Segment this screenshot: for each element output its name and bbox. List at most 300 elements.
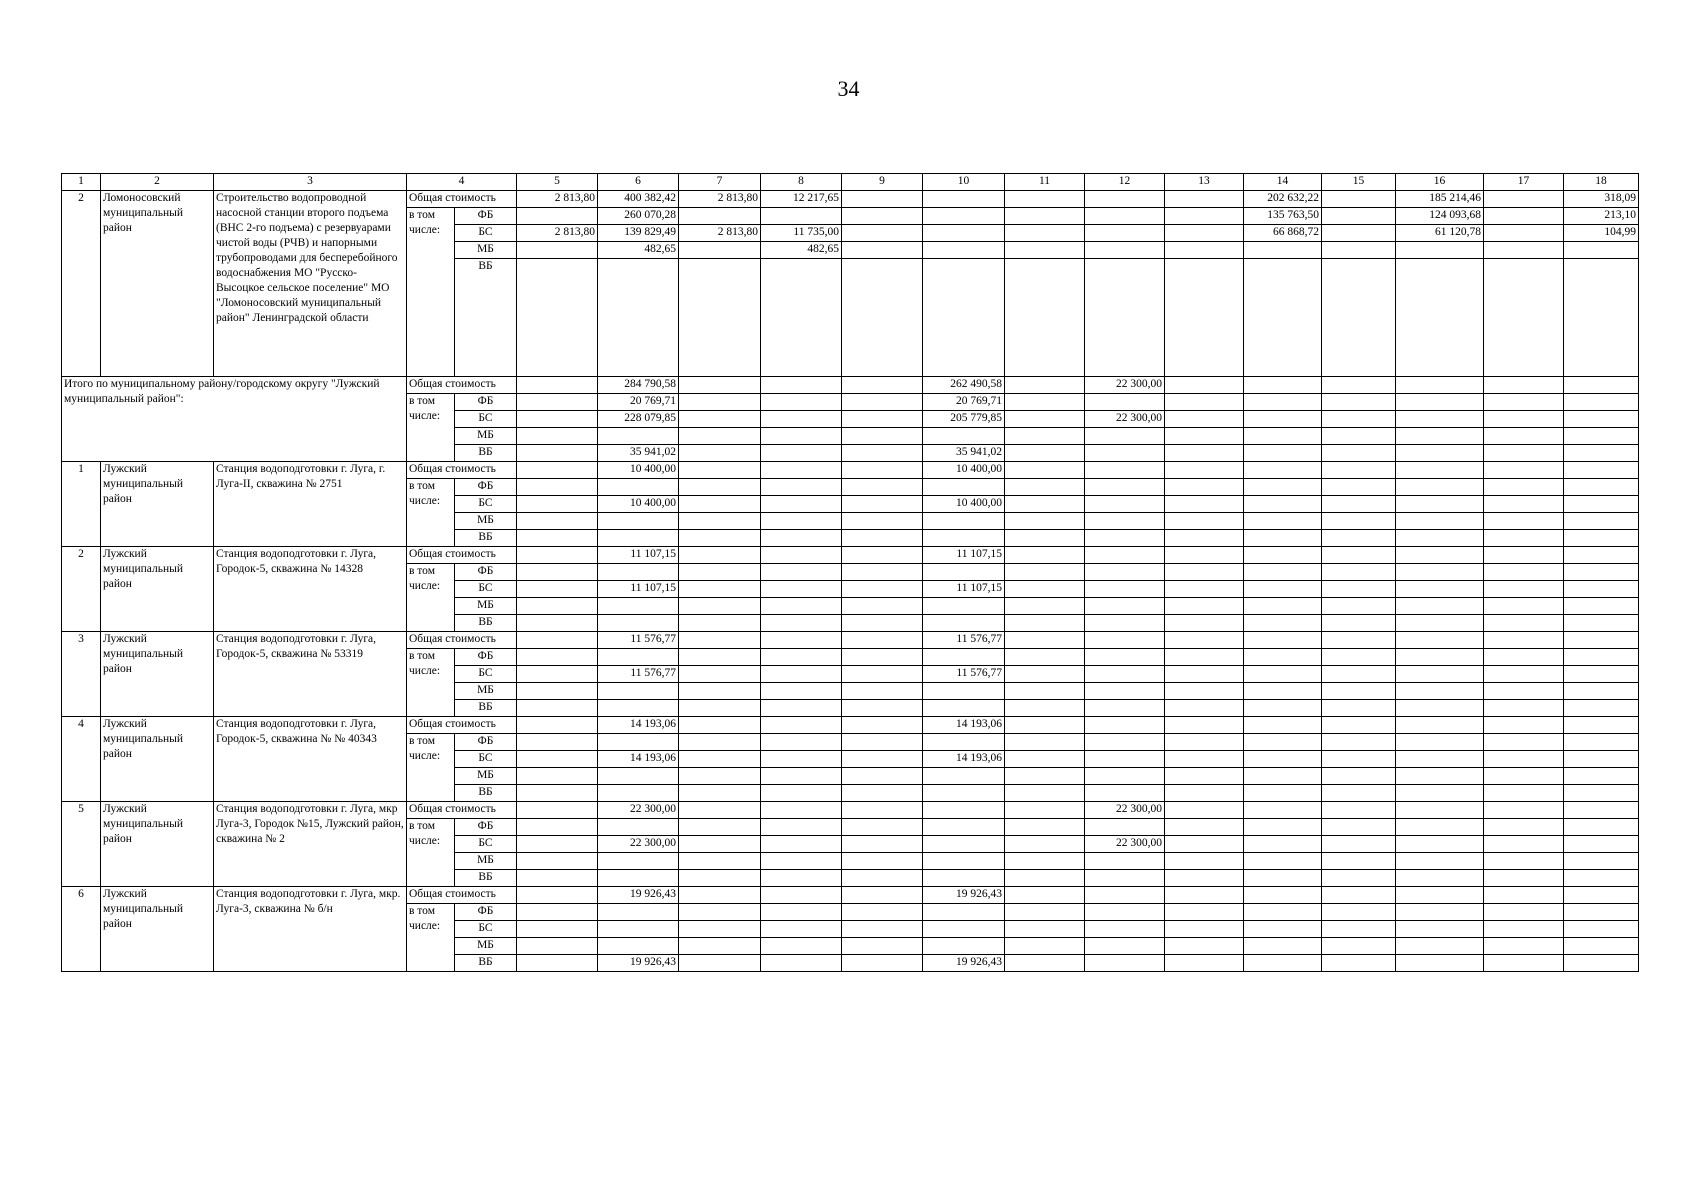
value-cell-c6 — [598, 564, 679, 581]
value-cell-c9 — [842, 734, 923, 751]
value-cell-c9 — [842, 870, 923, 887]
value-cell-c17 — [1484, 836, 1564, 853]
value-cell-c15 — [1322, 649, 1396, 666]
value-cell-c5 — [517, 530, 598, 547]
value-cell-c18 — [1564, 242, 1639, 259]
table-row — [62, 632, 1639, 649]
value-cell-c15 — [1322, 666, 1396, 683]
value-cell-c8 — [761, 445, 842, 462]
table-row — [62, 377, 1639, 394]
value-cell-c14 — [1244, 802, 1322, 819]
value-cell-c6 — [598, 870, 679, 887]
value-cell-c16 — [1396, 445, 1484, 462]
value-cell-c18 — [1564, 564, 1639, 581]
value-cell-c10: 19 926,43 — [923, 955, 1005, 972]
source-label-bs: БС — [455, 581, 517, 598]
value-cell-c6: 11 576,77 — [598, 666, 679, 683]
value-cell-c7 — [679, 938, 761, 955]
row-index: 1 — [62, 462, 101, 547]
value-cell-c15 — [1322, 598, 1396, 615]
value-cell-c17 — [1484, 225, 1564, 242]
value-cell-c8 — [761, 904, 842, 921]
value-cell-c10 — [923, 853, 1005, 870]
value-cell-c17 — [1484, 955, 1564, 972]
table-row — [62, 547, 1639, 564]
value-cell-c12 — [1085, 462, 1165, 479]
value-cell-c13 — [1165, 955, 1244, 972]
value-cell-c12 — [1085, 683, 1165, 700]
value-cell-c15 — [1322, 225, 1396, 242]
value-cell-c6 — [598, 683, 679, 700]
value-cell-c17 — [1484, 445, 1564, 462]
value-cell-c10 — [923, 428, 1005, 445]
value-cell-c17 — [1484, 768, 1564, 785]
value-cell-c8 — [761, 394, 842, 411]
value-cell-c13 — [1165, 904, 1244, 921]
value-cell-c16 — [1396, 938, 1484, 955]
value-cell-c14 — [1244, 581, 1322, 598]
value-cell-c17 — [1484, 513, 1564, 530]
value-cell-c14: 135 763,50 — [1244, 208, 1322, 225]
value-cell-c15 — [1322, 445, 1396, 462]
value-cell-c10 — [923, 225, 1005, 242]
value-cell-c8 — [761, 377, 842, 394]
value-cell-c13 — [1165, 598, 1244, 615]
value-cell-c14 — [1244, 751, 1322, 768]
value-cell-c15 — [1322, 496, 1396, 513]
value-cell-c10 — [923, 768, 1005, 785]
value-cell-c17 — [1484, 462, 1564, 479]
value-cell-c12 — [1085, 259, 1165, 377]
value-cell-c5 — [517, 513, 598, 530]
source-label-fb: ФБ — [455, 649, 517, 666]
value-cell-c15 — [1322, 377, 1396, 394]
value-cell-c14 — [1244, 853, 1322, 870]
value-cell-c9 — [842, 649, 923, 666]
value-cell-c11 — [1005, 445, 1085, 462]
value-cell-c13 — [1165, 462, 1244, 479]
value-cell-c6: 228 079,85 — [598, 411, 679, 428]
value-cell-c14 — [1244, 887, 1322, 904]
value-cell-c12 — [1085, 700, 1165, 717]
value-cell-c8 — [761, 649, 842, 666]
value-cell-c15 — [1322, 717, 1396, 734]
object-name: Станция водоподготовки г. Луга, Городок-5, скважина № № 40343 — [214, 717, 407, 802]
value-cell-c18 — [1564, 394, 1639, 411]
value-cell-c10: 262 490,58 — [923, 377, 1005, 394]
value-cell-c13 — [1165, 394, 1244, 411]
value-cell-c7 — [679, 428, 761, 445]
value-cell-c16 — [1396, 259, 1484, 377]
value-cell-c14 — [1244, 513, 1322, 530]
value-cell-c6: 35 941,02 — [598, 445, 679, 462]
value-cell-c5 — [517, 768, 598, 785]
value-cell-c16 — [1396, 581, 1484, 598]
value-cell-c7 — [679, 853, 761, 870]
value-cell-c18 — [1564, 870, 1639, 887]
value-cell-c6 — [598, 938, 679, 955]
column-header-17: 17 — [1484, 174, 1564, 191]
column-header-7: 7 — [679, 174, 761, 191]
value-cell-c18 — [1564, 479, 1639, 496]
value-cell-c12 — [1085, 615, 1165, 632]
value-cell-c15 — [1322, 819, 1396, 836]
value-cell-c10: 14 193,06 — [923, 717, 1005, 734]
source-label-fb: ФБ — [455, 208, 517, 225]
value-cell-c5 — [517, 411, 598, 428]
value-cell-c12 — [1085, 598, 1165, 615]
value-cell-c18 — [1564, 547, 1639, 564]
value-cell-c10 — [923, 208, 1005, 225]
source-label-bs: БС — [455, 411, 517, 428]
value-cell-c10 — [923, 938, 1005, 955]
value-cell-c8 — [761, 666, 842, 683]
value-cell-c7 — [679, 836, 761, 853]
value-cell-c14 — [1244, 870, 1322, 887]
value-cell-c18 — [1564, 581, 1639, 598]
value-cell-c9 — [842, 479, 923, 496]
value-cell-c18 — [1564, 717, 1639, 734]
total-cost-label: Общая стоимость — [407, 802, 517, 819]
value-cell-c15 — [1322, 632, 1396, 649]
value-cell-c10 — [923, 819, 1005, 836]
value-cell-c6 — [598, 598, 679, 615]
page-number: 34 — [837, 76, 860, 101]
value-cell-c9 — [842, 530, 923, 547]
value-cell-c5 — [517, 870, 598, 887]
source-label-mb: МБ — [455, 938, 517, 955]
value-cell-c10: 11 576,77 — [923, 666, 1005, 683]
value-cell-c7 — [679, 496, 761, 513]
value-cell-c16 — [1396, 904, 1484, 921]
value-cell-c18 — [1564, 530, 1639, 547]
value-cell-c17 — [1484, 870, 1564, 887]
district-name: Лужский муниципальный район — [101, 802, 214, 887]
value-cell-c10 — [923, 921, 1005, 938]
value-cell-c7 — [679, 734, 761, 751]
column-header-6: 6 — [598, 174, 679, 191]
value-cell-c7 — [679, 581, 761, 598]
value-cell-c8 — [761, 547, 842, 564]
value-cell-c12 — [1085, 649, 1165, 666]
value-cell-c6 — [598, 734, 679, 751]
value-cell-c15 — [1322, 394, 1396, 411]
object-name: Станция водоподготовки г. Луга, г. Луга-II, скважина № 2751 — [214, 462, 407, 547]
value-cell-c10 — [923, 479, 1005, 496]
total-cost-label: Общая стоимость — [407, 547, 517, 564]
value-cell-c8 — [761, 479, 842, 496]
value-cell-c8 — [761, 768, 842, 785]
value-cell-c13 — [1165, 191, 1244, 208]
value-cell-c7 — [679, 700, 761, 717]
column-header-12: 12 — [1085, 174, 1165, 191]
value-cell-c5: 2 813,80 — [517, 191, 598, 208]
value-cell-c16 — [1396, 751, 1484, 768]
value-cell-c16 — [1396, 530, 1484, 547]
value-cell-c11 — [1005, 921, 1085, 938]
value-cell-c7 — [679, 751, 761, 768]
value-cell-c9 — [842, 581, 923, 598]
value-cell-c12 — [1085, 191, 1165, 208]
source-label-vb: ВБ — [455, 445, 517, 462]
district-name: Лужский муниципальный район — [101, 632, 214, 717]
value-cell-c6: 400 382,42 — [598, 191, 679, 208]
value-cell-c5 — [517, 547, 598, 564]
column-header-16: 16 — [1396, 174, 1484, 191]
value-cell-c5 — [517, 853, 598, 870]
value-cell-c5 — [517, 700, 598, 717]
source-label-fb: ФБ — [455, 819, 517, 836]
value-cell-c5 — [517, 802, 598, 819]
column-header-13: 13 — [1165, 174, 1244, 191]
value-cell-c9 — [842, 819, 923, 836]
value-cell-c18: 318,09 — [1564, 191, 1639, 208]
value-cell-c12 — [1085, 768, 1165, 785]
value-cell-c14 — [1244, 428, 1322, 445]
value-cell-c7 — [679, 530, 761, 547]
value-cell-c7: 2 813,80 — [679, 225, 761, 242]
source-label-bs: БС — [455, 751, 517, 768]
value-cell-c15 — [1322, 802, 1396, 819]
value-cell-c14 — [1244, 445, 1322, 462]
value-cell-c10: 205 779,85 — [923, 411, 1005, 428]
district-name: Лужский муниципальный район — [101, 887, 214, 972]
value-cell-c12 — [1085, 904, 1165, 921]
value-cell-c11 — [1005, 462, 1085, 479]
value-cell-c12 — [1085, 632, 1165, 649]
value-cell-c10 — [923, 649, 1005, 666]
value-cell-c9 — [842, 394, 923, 411]
value-cell-c12 — [1085, 887, 1165, 904]
value-cell-c12 — [1085, 564, 1165, 581]
value-cell-c7 — [679, 513, 761, 530]
source-label-mb: МБ — [455, 242, 517, 259]
row-index: 2 — [62, 547, 101, 632]
value-cell-c11 — [1005, 479, 1085, 496]
value-cell-c16 — [1396, 955, 1484, 972]
value-cell-c10 — [923, 259, 1005, 377]
value-cell-c5 — [517, 496, 598, 513]
value-cell-c17 — [1484, 581, 1564, 598]
value-cell-c15 — [1322, 683, 1396, 700]
value-cell-c14 — [1244, 598, 1322, 615]
value-cell-c12 — [1085, 479, 1165, 496]
value-cell-c14 — [1244, 938, 1322, 955]
value-cell-c16 — [1396, 683, 1484, 700]
value-cell-c14: 202 632,22 — [1244, 191, 1322, 208]
value-cell-c7 — [679, 921, 761, 938]
value-cell-c18 — [1564, 734, 1639, 751]
value-cell-c10 — [923, 904, 1005, 921]
source-label-mb: МБ — [455, 598, 517, 615]
value-cell-c7 — [679, 445, 761, 462]
value-cell-c16 — [1396, 870, 1484, 887]
value-cell-c10 — [923, 802, 1005, 819]
value-cell-c15 — [1322, 955, 1396, 972]
value-cell-c7: 2 813,80 — [679, 191, 761, 208]
source-label-bs: БС — [455, 496, 517, 513]
value-cell-c11 — [1005, 496, 1085, 513]
value-cell-c16 — [1396, 819, 1484, 836]
value-cell-c5 — [517, 904, 598, 921]
value-cell-c12 — [1085, 547, 1165, 564]
header-row — [62, 174, 1639, 191]
value-cell-c10: 35 941,02 — [923, 445, 1005, 462]
value-cell-c7 — [679, 208, 761, 225]
value-cell-c5 — [517, 632, 598, 649]
budget-table — [61, 173, 1639, 972]
source-label-fb: ФБ — [455, 904, 517, 921]
value-cell-c17 — [1484, 547, 1564, 564]
value-cell-c18 — [1564, 632, 1639, 649]
value-cell-c6 — [598, 259, 679, 377]
value-cell-c18 — [1564, 904, 1639, 921]
value-cell-c6: 139 829,49 — [598, 225, 679, 242]
value-cell-c6: 20 769,71 — [598, 394, 679, 411]
value-cell-c17 — [1484, 649, 1564, 666]
value-cell-c9 — [842, 887, 923, 904]
value-cell-c18 — [1564, 598, 1639, 615]
value-cell-c8 — [761, 819, 842, 836]
value-cell-c18 — [1564, 683, 1639, 700]
value-cell-c11 — [1005, 785, 1085, 802]
value-cell-c6 — [598, 785, 679, 802]
value-cell-c16 — [1396, 700, 1484, 717]
value-cell-c5 — [517, 445, 598, 462]
value-cell-c12: 22 300,00 — [1085, 411, 1165, 428]
including-label: в том числе: — [407, 819, 455, 887]
value-cell-c11 — [1005, 887, 1085, 904]
value-cell-c14 — [1244, 242, 1322, 259]
value-cell-c9 — [842, 700, 923, 717]
value-cell-c6 — [598, 649, 679, 666]
value-cell-c17 — [1484, 887, 1564, 904]
value-cell-c13 — [1165, 921, 1244, 938]
value-cell-c15 — [1322, 462, 1396, 479]
value-cell-c18 — [1564, 700, 1639, 717]
value-cell-c13 — [1165, 700, 1244, 717]
column-header-1: 1 — [62, 174, 101, 191]
source-label-vb: ВБ — [455, 700, 517, 717]
value-cell-c17 — [1484, 921, 1564, 938]
value-cell-c12 — [1085, 870, 1165, 887]
value-cell-c5 — [517, 717, 598, 734]
value-cell-c14 — [1244, 904, 1322, 921]
value-cell-c16 — [1396, 632, 1484, 649]
value-cell-c9 — [842, 513, 923, 530]
value-cell-c13 — [1165, 411, 1244, 428]
value-cell-c8 — [761, 870, 842, 887]
value-cell-c12 — [1085, 938, 1165, 955]
value-cell-c17 — [1484, 700, 1564, 717]
total-cost-label: Общая стоимость — [407, 377, 517, 394]
value-cell-c9 — [842, 225, 923, 242]
column-header-18: 18 — [1564, 174, 1639, 191]
value-cell-c18 — [1564, 428, 1639, 445]
value-cell-c11 — [1005, 513, 1085, 530]
column-header-4: 4 — [407, 174, 517, 191]
value-cell-c8 — [761, 785, 842, 802]
value-cell-c18: 213,10 — [1564, 208, 1639, 225]
value-cell-c8 — [761, 938, 842, 955]
value-cell-c8 — [761, 513, 842, 530]
value-cell-c11 — [1005, 564, 1085, 581]
value-cell-c6: 10 400,00 — [598, 496, 679, 513]
value-cell-c5 — [517, 938, 598, 955]
value-cell-c10: 11 576,77 — [923, 632, 1005, 649]
including-label: в том числе: — [407, 208, 455, 377]
value-cell-c10: 11 107,15 — [923, 581, 1005, 598]
value-cell-c10 — [923, 870, 1005, 887]
value-cell-c15 — [1322, 734, 1396, 751]
value-cell-c8 — [761, 615, 842, 632]
value-cell-c15 — [1322, 853, 1396, 870]
district-name: Лужский муниципальный район — [101, 462, 214, 547]
including-label: в том числе: — [407, 649, 455, 717]
value-cell-c16 — [1396, 377, 1484, 394]
column-header-8: 8 — [761, 174, 842, 191]
value-cell-c14 — [1244, 836, 1322, 853]
value-cell-c9 — [842, 785, 923, 802]
value-cell-c6 — [598, 615, 679, 632]
value-cell-c15 — [1322, 921, 1396, 938]
value-cell-c5 — [517, 479, 598, 496]
value-cell-c12 — [1085, 751, 1165, 768]
value-cell-c16 — [1396, 649, 1484, 666]
value-cell-c11 — [1005, 717, 1085, 734]
value-cell-c17 — [1484, 904, 1564, 921]
value-cell-c18 — [1564, 649, 1639, 666]
value-cell-c11 — [1005, 411, 1085, 428]
value-cell-c13 — [1165, 496, 1244, 513]
value-cell-c17 — [1484, 479, 1564, 496]
value-cell-c8 — [761, 428, 842, 445]
value-cell-c11 — [1005, 259, 1085, 377]
source-label-mb: МБ — [455, 768, 517, 785]
value-cell-c15 — [1322, 242, 1396, 259]
value-cell-c17 — [1484, 377, 1564, 394]
value-cell-c8 — [761, 462, 842, 479]
including-label: в том числе: — [407, 564, 455, 632]
value-cell-c6: 14 193,06 — [598, 717, 679, 734]
value-cell-c6 — [598, 428, 679, 445]
value-cell-c14 — [1244, 564, 1322, 581]
value-cell-c12 — [1085, 785, 1165, 802]
value-cell-c10 — [923, 242, 1005, 259]
value-cell-c12 — [1085, 242, 1165, 259]
value-cell-c8 — [761, 751, 842, 768]
value-cell-c13 — [1165, 751, 1244, 768]
value-cell-c13 — [1165, 632, 1244, 649]
value-cell-c15 — [1322, 530, 1396, 547]
value-cell-c7 — [679, 547, 761, 564]
value-cell-c13 — [1165, 208, 1244, 225]
value-cell-c5 — [517, 649, 598, 666]
value-cell-c16 — [1396, 564, 1484, 581]
value-cell-c14 — [1244, 547, 1322, 564]
value-cell-c13 — [1165, 717, 1244, 734]
value-cell-c16 — [1396, 411, 1484, 428]
source-label-fb: ФБ — [455, 394, 517, 411]
value-cell-c14 — [1244, 496, 1322, 513]
value-cell-c7 — [679, 717, 761, 734]
value-cell-c14 — [1244, 717, 1322, 734]
value-cell-c11 — [1005, 734, 1085, 751]
value-cell-c11 — [1005, 870, 1085, 887]
value-cell-c8 — [761, 632, 842, 649]
value-cell-c7 — [679, 649, 761, 666]
source-label-vb: ВБ — [455, 785, 517, 802]
